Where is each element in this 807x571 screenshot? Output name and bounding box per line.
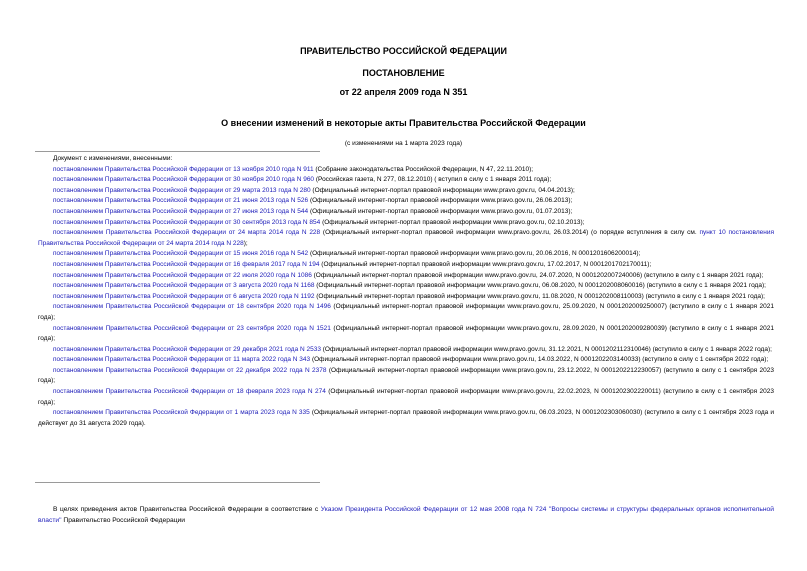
amendment-source: (Официальный интернет-портал правовой информации www.pravo.gov.ru, 25.09.2020, N 0001202009250007) (вступило в силу с 1 января 2021 года); <box>38 303 774 321</box>
amendment-item <box>38 196 774 207</box>
amendment-link[interactable]: постановлением Правительства Российской Федерации от 18 сентября 2020 года N 1496 <box>53 303 331 311</box>
government-heading: ПРАВИТЕЛЬСТВО РОССИЙСКОЙ ФЕДЕРАЦИИ <box>300 46 507 56</box>
amendment-item <box>38 355 774 366</box>
amendment-item <box>38 302 774 323</box>
body-paragraph-container <box>38 505 774 526</box>
amendment-item <box>38 387 774 408</box>
amendment-link[interactable]: постановлением Правительства Российской Федерации от 15 июня 2016 года N 542 <box>53 250 309 258</box>
amendment-source: (Официальный интернет-портал правовой информации www.pravo.gov.ru, 26.03.2014) (о порядке вступления в силу см. <box>320 229 700 237</box>
document-title: О внесении изменений в некоторые акты Правительства Российской Федерации <box>221 118 586 128</box>
document-type-heading: ПОСТАНОВЛЕНИЕ <box>362 68 445 78</box>
amendment-item <box>38 271 774 282</box>
amendment-source: (Официальный интернет-портал правовой информации www.pravo.gov.ru, 22.02.2023, N 0001202302220011) (вступило в силу с 1 сентября 2023 года); <box>38 388 774 406</box>
amendment-item <box>38 175 774 186</box>
amendment-clause-link[interactable]: пункт 10 постановления Правительства Российской Федерации от 24 марта 2014 года N 228 <box>38 229 775 247</box>
decree-link[interactable]: Указом Президента Российской Федерации от 12 мая 2008 года N 724 "Вопросы системы и структуры федеральных органов исполнительной власти" <box>38 506 775 524</box>
amendment-link[interactable]: постановлением Правительства Российской Федерации от 6 августа 2020 года N 1192 <box>53 292 315 300</box>
amendment-link[interactable]: постановлением Правительства Российской Федерации от 27 июня 2013 года N 544 <box>53 207 309 215</box>
amendment-source: (Официальный интернет-портал правовой информации www.pravo.gov.ru, 24.07.2020, N 0001202007240006) (вступило в силу с 1 января 2021 года); <box>311 271 764 279</box>
amendment-item <box>38 218 774 229</box>
amendment-source: (Официальный интернет-портал правовой информации www.pravo.gov.ru, 06.03.2023, N 0001202303060030) (вступило в силу с 1 сентября 2023 года и действует до 31 августа 2029 года). <box>38 409 774 427</box>
amendment-source: (Официальный интернет-портал правовой информации www.pravo.gov.ru, 14.03.2022, N 0001202203140033) (вступило в силу с 1 сентября 2022 года); <box>310 356 769 364</box>
amendment-link[interactable]: постановлением Правительства Российской Федерации от 1 марта 2023 года N 335 <box>53 409 310 417</box>
amendment-item <box>38 324 774 345</box>
amendment-link[interactable]: постановлением Правительства Российской Федерации от 30 сентября 2013 года N 854 <box>53 218 321 226</box>
amendment-source: (Официальный интернет-портал правовой информации www.pravo.gov.ru, 20.06.2016, N 0001201606200014); <box>308 250 641 258</box>
body-text-post: Правительство Российской Федерации <box>61 516 185 524</box>
amendment-link[interactable]: постановлением Правительства Российской Федерации от 3 августа 2020 года N 1168 <box>53 282 315 290</box>
amendment-source: (Официальный интернет-портал правовой информации www.pravo.gov.ru, 23.12.2022, N 0001202212230057) (вступило в силу с 1 сентября 2023 года); <box>38 366 775 385</box>
amendment-item <box>38 366 774 387</box>
amendment-item <box>38 207 774 218</box>
amendment-link[interactable]: постановлением Правительства Российской Федерации от 11 марта 2022 года N 343 <box>53 356 311 364</box>
amendment-link[interactable]: постановлением Правительства Российской Федерации от 21 июня 2013 года N 526 <box>53 197 309 205</box>
amendment-source: (Официальный интернет-портал правовой информации www.pravo.gov.ru, 17.02.2017, N 0001201702170011); <box>319 260 652 268</box>
amendment-link[interactable]: постановлением Правительства Российской Федерации от 29 декабря 2021 года N 2533 <box>53 345 321 353</box>
amendment-link[interactable]: постановлением Правительства Российской Федерации от 16 февраля 2017 года N 194 <box>53 260 320 268</box>
amendment-item <box>38 345 774 356</box>
body-text-pre: В целях приведения актов Правительства Российской Федерации в соответствие с <box>53 506 321 513</box>
top-divider <box>35 151 320 152</box>
amendment-link[interactable]: постановлением Правительства Российской Федерации от 18 февраля 2023 года N 274 <box>53 388 326 396</box>
amendment-item <box>38 228 774 249</box>
amendment-link[interactable]: постановлением Правительства Российской Федерации от 13 ноября 2010 года N 911 <box>53 165 314 173</box>
amendment-source-tail: ); <box>243 239 248 247</box>
amendment-item <box>38 186 774 197</box>
amendment-source: (Официальный интернет-портал правовой информации www.pravo.gov.ru, 28.09.2020, N 0001202009280039) (вступило в силу с 1 января 2021 года); <box>38 324 774 343</box>
amendment-item <box>38 281 774 292</box>
amendments-list <box>38 154 774 429</box>
amendments-intro: Документ с изменениями, внесенными: <box>53 155 173 162</box>
amendment-source: (Официальный интернет-портал правовой информации www.pravo.gov.ru, 26.06.2013); <box>308 197 573 205</box>
bottom-divider <box>35 482 320 483</box>
amendment-item <box>38 408 774 429</box>
amendment-link[interactable]: постановлением Правительства Российской Федерации от 23 сентября 2020 года N 1521 <box>53 324 331 332</box>
amendment-source: (Российская газета, N 277, 08.12.2010) ( вступил в силу с 1 января 2011 года); <box>314 176 552 184</box>
amendment-source: (Официальный интернет-портал правовой информации www.pravo.gov.ru, 02.10.2013); <box>320 218 585 226</box>
body-paragraph <box>38 505 774 526</box>
amendment-link[interactable]: постановлением Правительства Российской Федерации от 24 марта 2014 года N 228 <box>53 229 321 237</box>
amendment-source: (Официальный интернет-портал правовой информации www.pravo.gov.ru, 06.08.2020, N 0001202008060016) (вступило в силу с 1 января 2021 года); <box>314 282 766 290</box>
amendment-item <box>38 260 774 271</box>
edition-note: (с изменениями на 1 марта 2023 года) <box>344 140 463 147</box>
amendment-link[interactable]: постановлением Правительства Российской Федерации от 29 марта 2013 года N 280 <box>53 186 311 194</box>
amendment-link[interactable]: постановлением Правительства Российской Федерации от 30 ноября 2010 года N 960 <box>53 176 315 184</box>
amendment-source: (Официальный интернет-портал правовой информации www.pravo.gov.ru, 04.04.2013); <box>310 186 575 194</box>
document-date-number: от 22 апреля 2009 года N 351 <box>339 87 468 97</box>
amendment-link[interactable]: постановлением Правительства Российской Федерации от 22 июля 2020 года N 1086 <box>53 271 312 279</box>
amendment-source: (Официальный интернет-портал правовой информации www.pravo.gov.ru, 01.07.2013); <box>308 207 573 215</box>
amendment-source: (Официальный интернет-портал правовой информации www.pravo.gov.ru, 31.12.2021, N 0001202112310046) (вступило в силу с 1 января 2022 года); <box>320 345 772 353</box>
amendment-item <box>38 249 774 260</box>
amendment-source: (Собрание законодательства Российской Федерации, N 47, 22.11.2010); <box>313 165 534 173</box>
amendment-item <box>38 292 774 303</box>
amendment-link[interactable]: постановлением Правительства Российской Федерации от 22 декабря 2022 года N 2378 <box>53 366 327 374</box>
amendment-item <box>38 165 774 176</box>
amendment-source: (Официальный интернет-портал правовой информации www.pravo.gov.ru, 11.08.2020, N 0001202008110003) (вступило в силу с 1 января 2021 года); <box>314 292 765 300</box>
